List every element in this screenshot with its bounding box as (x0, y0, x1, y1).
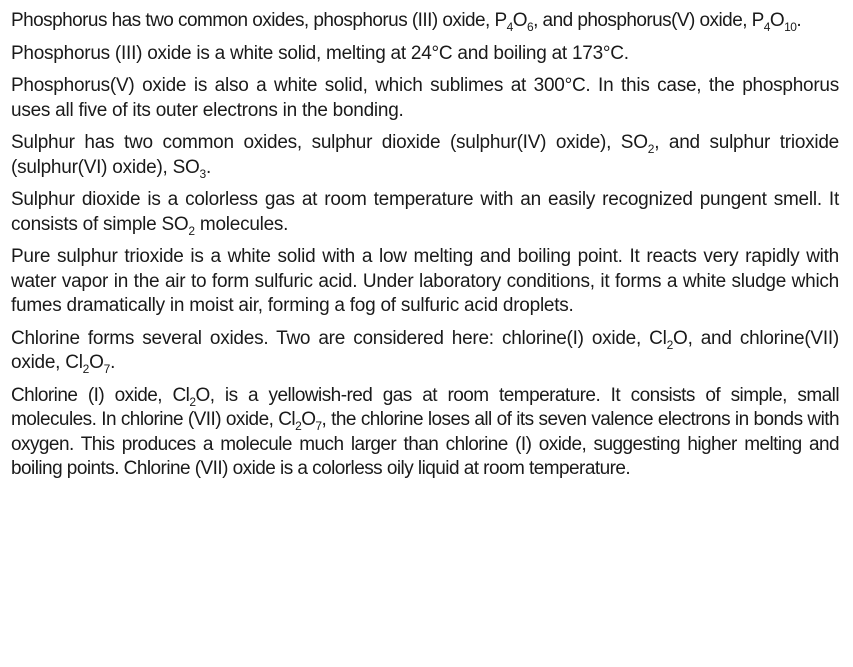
subscript: 4 (506, 20, 513, 34)
text-run: . (205, 156, 212, 178)
paragraph-7 (11, 327, 839, 376)
subscript: 2 (189, 394, 196, 409)
text-run: , and phosphorus(V) oxide, P (533, 10, 764, 31)
subscript: 2 (82, 362, 90, 376)
document-body (11, 9, 839, 482)
text-run: Phosphorus(V) oxide is also a white solid, which sublimes at 300°C. In this case, the phosphorus uses all five of its outer electrons in the bonding. (11, 75, 839, 121)
subscript: 10 (784, 20, 797, 34)
paragraph-8 (11, 384, 839, 482)
text-run: , and sulphur trioxide (sulphur(VI) oxide), SO (11, 132, 839, 178)
paragraph-6 (11, 245, 839, 319)
text-run: Phosphorus has two common oxides, phosphorus (III) oxide, P (11, 10, 507, 31)
text-run: O, is a yellowish-red gas at room temperature. It consists of simple, small molecules. In chlorine (VII) oxide, Cl (11, 384, 839, 430)
text-run: Sulphur has two common oxides, sulphur dioxide (sulphur(IV) oxide), SO (11, 132, 648, 153)
subscript: 3 (199, 166, 206, 181)
subscript: 2 (295, 419, 302, 433)
paragraph-4 (11, 131, 839, 180)
text-run: Chlorine forms several oxides. Two are considered here: chlorine(I) oxide, Cl (11, 327, 667, 349)
text-run: . (796, 10, 802, 31)
subscript: 7 (103, 362, 111, 376)
subscript: 6 (526, 20, 534, 34)
paragraph-2 (11, 42, 839, 67)
text-run: , the chlorine loses all of its seven valence electrons in bonds with oxygen. This produces a molecule much larger than chlorine (I) oxide, suggesting higher melting and boiling points. Chlorine (VII) oxide is a colorless oily liquid at room temperature. (11, 409, 839, 479)
text-run: O (89, 352, 104, 373)
subscript: 2 (647, 142, 655, 156)
paragraph-5 (11, 188, 839, 237)
subscript: 2 (188, 223, 195, 238)
text-run: Pure sulphur trioxide is a white solid with a low melting and boiling point. It reacts very rapidly with water vapor in the air to form sulfuric acid. Under laboratory conditions, it forms a white sludge which fumes dramatically in moist air, forming a fog of sulfuric acid droplets. (11, 246, 839, 316)
subscript: 4 (763, 20, 770, 34)
text-run: Sulphur dioxide is a colorless gas at room temperature with an easily recognized pungent smell. It consists of simple SO (11, 189, 839, 235)
text-run: O (301, 409, 316, 430)
text-run: Chlorine (I) oxide, Cl (11, 384, 190, 406)
paragraph-3 (11, 74, 839, 123)
text-run: . (110, 352, 116, 373)
text-run: O (512, 10, 527, 31)
text-run: O (769, 10, 785, 31)
text-run: Phosphorus (III) oxide is a white solid, melting at 24°C and boiling at 173°C. (11, 42, 629, 64)
text-run: O, and chlorine(VII) oxide, Cl (11, 327, 839, 373)
subscript: 2 (666, 337, 674, 352)
subscript: 7 (315, 419, 322, 433)
paragraph-1 (11, 9, 839, 34)
text-run: molecules. (194, 213, 289, 235)
